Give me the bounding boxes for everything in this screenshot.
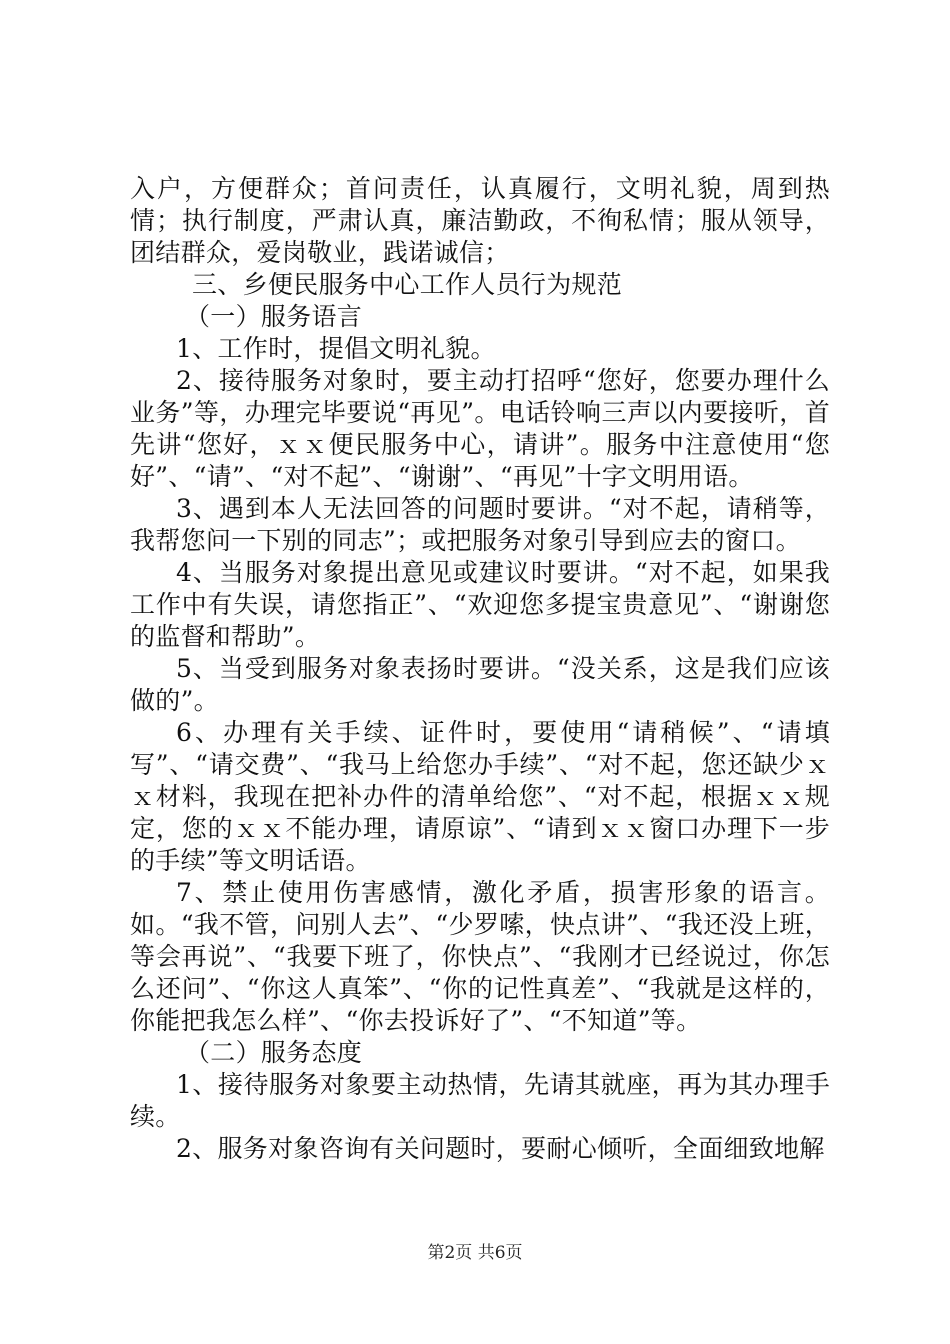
list-item-2: 2、接待服务对象时，要主动打招呼“您好，您要办理什么业务”等，办理完毕要说“再见”。电话铃响三声以内要接听，首先讲“您好，ｘｘ便民服务中心，请讲”。服务中注意使用“您好”、“请”、“对不起”、“谢谢”、“再见”十字文明用语。 (130, 366, 830, 491)
list-item-3: 3、遇到本人无法回答的问题时要讲。“对不起，请稍等，我帮您问一下别的同志”；或把服务对象引导到应去的窗口。 (130, 494, 830, 555)
paragraph-continuation: 入户，方便群众；首问责任，认真履行，文明礼貌，周到热情；执行制度，严肃认真，廉洁勤政，不徇私情；服从领导，团结群众，爱岗敬业，践诺诚信； (130, 174, 830, 267)
attitude-item-1: 1、接待服务对象要主动热情，先请其就座，再为其办理手续。 (130, 1070, 830, 1131)
subsection-heading-service-attitude: （二）服务态度 (185, 1038, 363, 1067)
list-item-4: 4、当服务对象提出意见或建议时要讲。“对不起，如果我工作中有失误，请您指正”、“欢迎您多提宝贵意见”、“谢谢您的监督和帮助”。 (130, 558, 830, 651)
list-item-1: 1、工作时，提倡文明礼貌。 (176, 334, 496, 363)
subsection-heading-service-language: （一）服务语言 (185, 302, 363, 331)
list-item-6: 6、办理有关手续、证件时，要使用“请稍候”、“请填写”、“请交费”、“我马上给您办手续”、“对不起，您还缺少ｘｘ材料，我现在把补办件的清单给您”、“对不起，根据ｘｘ规定，您的ｘｘ不能办理，请原谅”、“请到ｘｘ窗口办理下一步的手续”等文明话语。 (130, 718, 830, 875)
list-item-5: 5、当受到服务对象表扬时要讲。“没关系，这是我们应该做的”。 (130, 654, 830, 715)
section-heading-three: 三、乡便民服务中心工作人员行为规范 (192, 270, 623, 299)
list-item-7: 7、禁止使用伤害感情，激化矛盾，损害形象的语言。如。“我不管，问别人去”、“少罗嗦，快点讲”、“我还没上班，等会再说”、“我要下班了，你快点”、“我刚才已经说过，你怎么还问”、“你这人真笨”、“你的记性真差”、“我就是这样的，你能把我怎么样”、“你去投诉好了”、“不知道”等。 (130, 878, 830, 1035)
page-number-footer: 第2页 共6页 (427, 1243, 523, 1263)
document-body (130, 173, 830, 1165)
attitude-item-2: 2、服务对象咨询有关问题时，要耐心倾听，全面细致地解 (176, 1134, 825, 1163)
